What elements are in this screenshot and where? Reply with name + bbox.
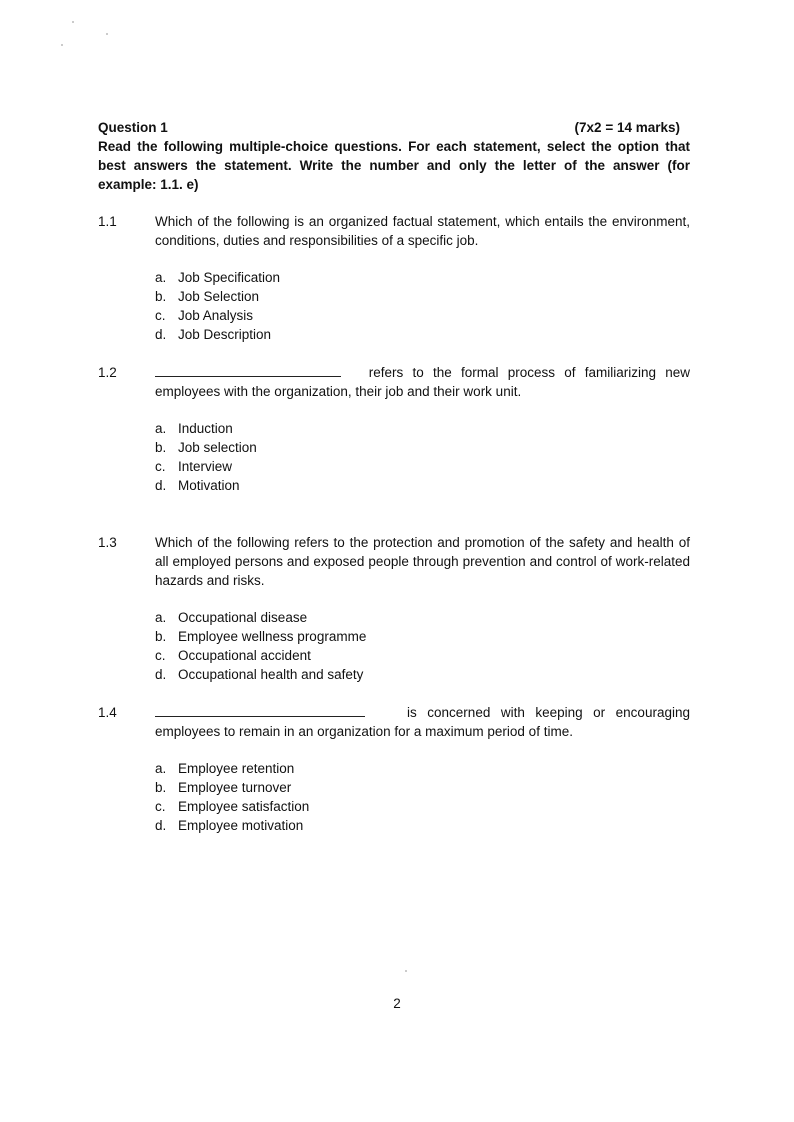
option-a: a. Occupational disease bbox=[155, 610, 308, 625]
option-c: c. Interview bbox=[155, 459, 233, 474]
option-b: b. Employee turnover bbox=[155, 780, 292, 795]
instructions: Read the following multiple-choice questions. For each statement, select the option that best answers the statement. Write the number and only the letter of the answer (for example: 1.1. e) bbox=[98, 139, 690, 192]
option-b: b. Employee wellness programme bbox=[155, 629, 367, 644]
option-b: b. Job Selection bbox=[155, 289, 260, 304]
question-title: Question 1 bbox=[98, 120, 168, 135]
options-list bbox=[155, 419, 690, 495]
question-text: Which of the following is an organized factual statement, which entails the environment, conditions, duties and responsibilities of a specific job. bbox=[155, 214, 690, 248]
scan-speck bbox=[405, 970, 407, 972]
option-d: d. Job Description bbox=[155, 327, 272, 342]
question-number: 1.4 bbox=[98, 705, 117, 720]
question-number: 1.2 bbox=[98, 365, 117, 380]
options-list bbox=[155, 759, 690, 835]
question-text: is concerned with keeping or encouraging employees to remain in an organization for a maximum period of time. bbox=[155, 705, 690, 739]
option-c: c. Employee satisfaction bbox=[155, 799, 310, 814]
scan-speck bbox=[72, 21, 74, 23]
question-1-1 bbox=[98, 212, 690, 344]
page-number: 2 bbox=[393, 996, 401, 1011]
option-d: d. Employee motivation bbox=[155, 818, 304, 833]
option-a: a. Employee retention bbox=[155, 761, 295, 776]
question-text: Which of the following refers to the protection and promotion of the safety and health of all employed persons and exposed people through prevention and control of work-related hazards and risks. bbox=[155, 535, 690, 588]
option-b: b. Job selection bbox=[155, 440, 257, 455]
question-1-2 bbox=[98, 363, 690, 495]
options-list bbox=[155, 268, 690, 344]
question-number: 1.1 bbox=[98, 214, 117, 229]
scan-speck bbox=[106, 33, 108, 35]
question-marks: (7x2 = 14 marks) bbox=[574, 120, 680, 135]
question-number: 1.3 bbox=[98, 535, 117, 550]
question-header bbox=[98, 118, 690, 194]
answer-blank bbox=[155, 363, 341, 377]
question-text: refers to the formal process of familiarizing new employees with the organization, their job and their work unit. bbox=[155, 365, 690, 399]
option-c: c. Occupational accident bbox=[155, 648, 311, 663]
option-a: a. Job Specification bbox=[155, 270, 281, 285]
options-list bbox=[155, 608, 690, 684]
option-c: c. Job Analysis bbox=[155, 308, 254, 323]
option-a: a. Induction bbox=[155, 421, 233, 436]
question-1-4 bbox=[98, 703, 690, 835]
option-d: d. Occupational health and safety bbox=[155, 667, 364, 682]
question-1-3 bbox=[98, 533, 690, 684]
answer-blank bbox=[155, 703, 365, 717]
scan-speck bbox=[61, 44, 63, 46]
option-d: d. Motivation bbox=[155, 478, 240, 493]
